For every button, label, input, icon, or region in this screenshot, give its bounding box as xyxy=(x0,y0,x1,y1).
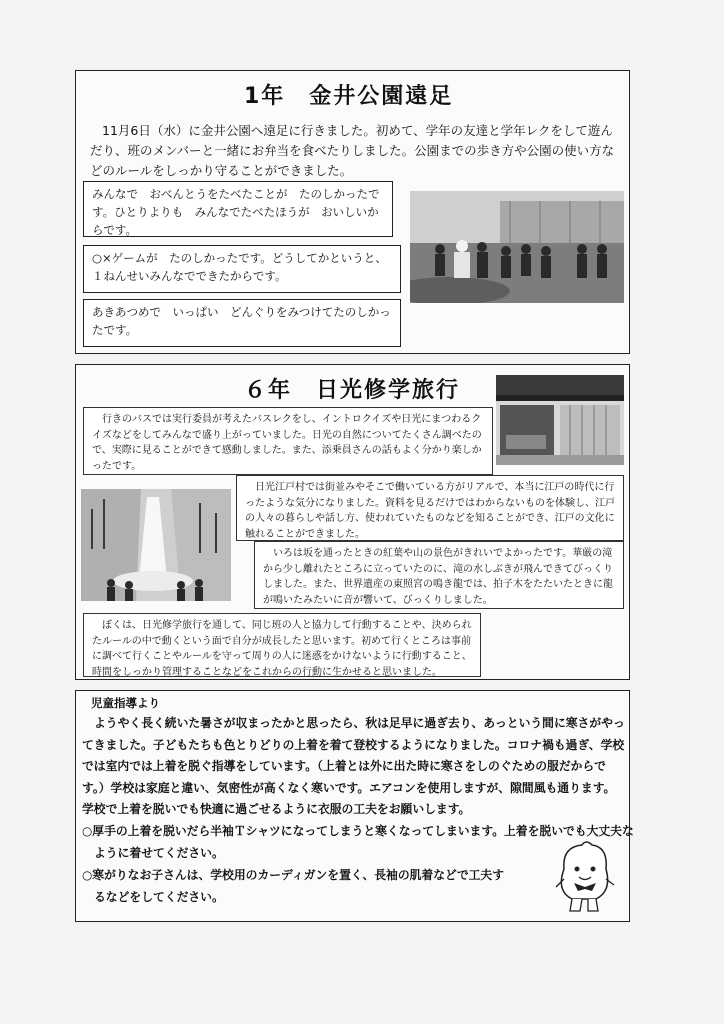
guidance-item-1: ○厚手の上着を脱いだら半袖Ｔシャツになってしまうと寒くなってしまいます。上着を脱いでも大丈夫なように着せてください。 xyxy=(82,824,634,860)
grade1-intro: 11月6日（水）に金井公園へ遠足に行きました。初めて、学年の友達と学年レクをして遊んだり、班のメンバーと一緒にお弁当を食べたりしました。公園までの歩き方や公園の使い方などのルールをしっかり守ることができました。 xyxy=(90,123,615,178)
guidance-section xyxy=(75,690,634,922)
guidance-item-2: ○寒がりなお子さんは、学校用のカーディガンを置く、長袖の肌着などで工夫するなどをしてください。 xyxy=(82,868,505,904)
grade6-comment-2: 日光江戸村では街並みやそこで働いている方がリアルで、本当に江戸の時代に行ったような気分になりました。資料を見るだけではわからないものを体験し、江戸の人々の暮らしや話し方、使われていたものなどを知ることができ、江戸の文化に触れることができました。 xyxy=(236,475,624,541)
excursion-photo xyxy=(410,191,624,303)
guidance-body: ようやく長く続いた暑さが収まったかと思ったら、秋は足早に過ぎ去り、あっという間に寒さがやってきました。子どもたちも色とりどりの上着を着て登校するようになりました。コロナ禍も過ぎ、学校では室内では上着を脱ぐ指導をしています。（上着とは外に出た時に寒さをしのぐための服だからです。）学校は家庭と違い、気密性が高くなく寒いです。エアコンを使用しますが、隙間風も通ります。学校で上着を脱いでも快適に過ごせるように衣服の工夫をお願いします。 xyxy=(82,716,625,816)
grade1-title: 1年 金井公園遠足 xyxy=(244,84,454,109)
edo-village-photo xyxy=(496,375,624,465)
grade6-comment-1: 行きのバスでは実行委員が考えたバスレクをし、イントロクイズや日光にまつわるクイズなどをしてみんなで盛り上がっていました。日光の自然についてたくさん調べたので、実際に見ることができて感動しました。また、添乗員さんの話もよく分かり楽しかったです。 xyxy=(83,407,493,475)
grade1-comment-2: ○×ゲームが たのしかったです。どうしてかというと、１ねんせいみんなでできたからです。 xyxy=(83,245,401,293)
grade6-title: ６年 日光修学旅行 xyxy=(244,378,461,403)
grade1-comment-3: あきあつめで いっぱい どんぐりをみつけてたのしかったです。 xyxy=(83,299,401,347)
waterfall-photo xyxy=(81,489,231,601)
grade6-section xyxy=(75,364,630,680)
grade1-comment-1: みんなで おべんとうをたべたことが たのしかったです。ひとりよりも みんなでたべたほうが おいしいからです。 xyxy=(83,181,393,237)
grade1-section xyxy=(75,70,630,354)
guidance-heading: 児童指導より xyxy=(91,696,160,710)
mascot-illustration xyxy=(552,839,616,915)
grade6-comment-3: いろは坂を通ったときの紅葉や山の景色がきれいでよかったです。華厳の滝から少し離れたところに立っていたのに、滝の水しぶきが飛んできてびっくりしました。また、世界遺産の東照宮の鳴き龍では、拍子木をたたいたときに龍が鳴いたみたいに音が響いて、びっくりしました。 xyxy=(254,541,624,609)
grade6-comment-4: ぼくは、日光修学旅行を通して、同じ班の人と協力して行動することや、決められたルールの中で動くという面で自分が成長したと思います。初めて行くところは事前に調べて行くことやルールを守って周りの人に迷惑をかけないように行動すること、時間をしっかり管理することなどをこれからの行動に生かせると思いました。 xyxy=(83,613,481,677)
